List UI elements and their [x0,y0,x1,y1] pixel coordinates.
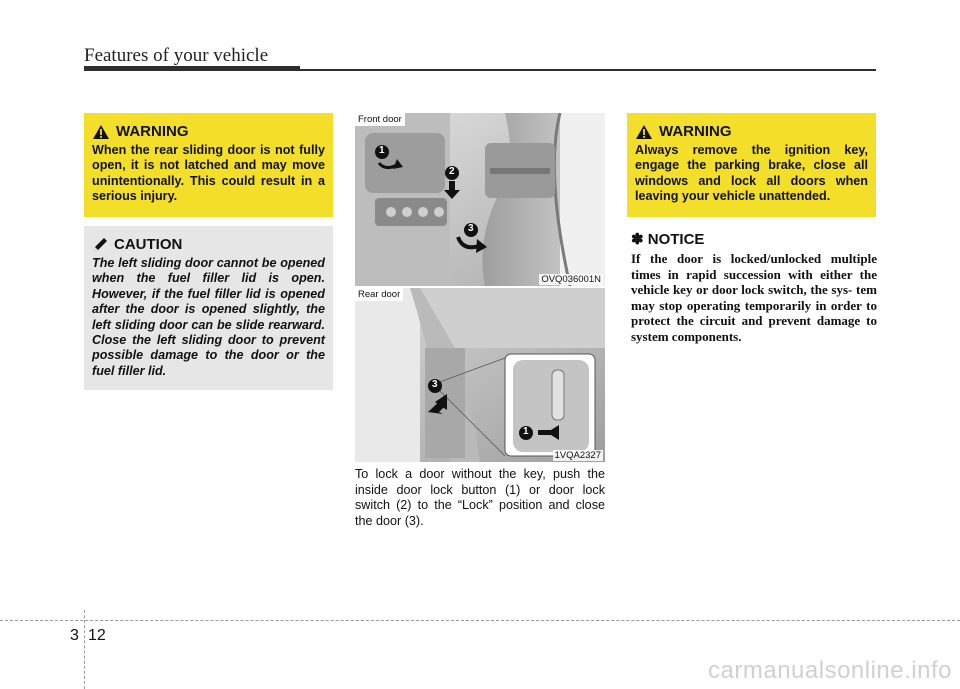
lock-instructions-text: To lock a door without the key, push the inside door lock button (1) or door lock switch (2) to the “Lock” position and close the door (3). [355,467,605,528]
warning-triangle-icon [92,124,110,140]
warning-right-title: WARNING [659,123,732,140]
page-header-title: Features of your vehicle [84,45,269,66]
notice-text: If the door is locked/unlocked multiple times in rapid succession with either the vehicle key or door lock switch, the sys- tem may stop operating temporarily in order to protect the circuit and prevent damage to system components. [631,251,877,344]
header-rule-thin [300,69,876,71]
caution-title: CAUTION [114,236,183,253]
front-callout-3: 3 [468,223,474,234]
caution-text: The left sliding door cannot be opened when the fuel filler lid is open. However, if the fuel filler lid is opened after the door is opened slightly, the left sliding door can be slide rearward. Close the left sliding door to prevent possible damage to the door or the fuel filler lid. [92,256,325,378]
rear-door-callouts [355,288,605,462]
front-door-callouts [355,113,605,286]
caution-box [84,226,333,390]
warning-triangle-icon [635,124,653,140]
rear-door-figure-code: 1VQA2327 [554,450,601,461]
warning-text: When the rear sliding door is not fully open, it is not latched and may move unintentionally. This could result in a serious injury. [92,143,325,204]
warning-title-row [92,123,325,140]
footer-divider [84,610,85,689]
warning-box-right [627,113,876,217]
warning-right-text: Always remove the ignition key, engage the parking brake, close all windows and lock all doors when leaving your vehicle unattended. [635,143,868,204]
rear-callout-3: 3 [432,379,438,390]
notice-title: ✽ NOTICE [631,231,705,248]
caution-pencil-icon [92,237,108,253]
chapter-number: 3 [70,627,79,644]
page-number: 12 [88,627,106,644]
front-callout-2: 2 [449,166,455,177]
front-callout-1: 1 [379,145,385,156]
warning-right-title-row [635,123,868,140]
watermark: carmanualsonline.info [708,657,952,684]
front-door-figure [355,113,605,286]
rear-callout-1: 1 [523,426,529,437]
caution-title-row [92,236,325,253]
warning-box-left [84,113,333,217]
footer-rule [0,620,960,621]
rear-door-label: Rear door [355,288,403,301]
front-door-label: Front door [355,113,405,126]
rear-door-figure [355,288,605,462]
front-door-figure-code: OVQ036001N [541,274,601,285]
warning-title: WARNING [116,123,189,140]
header-rule-thick [84,66,300,71]
